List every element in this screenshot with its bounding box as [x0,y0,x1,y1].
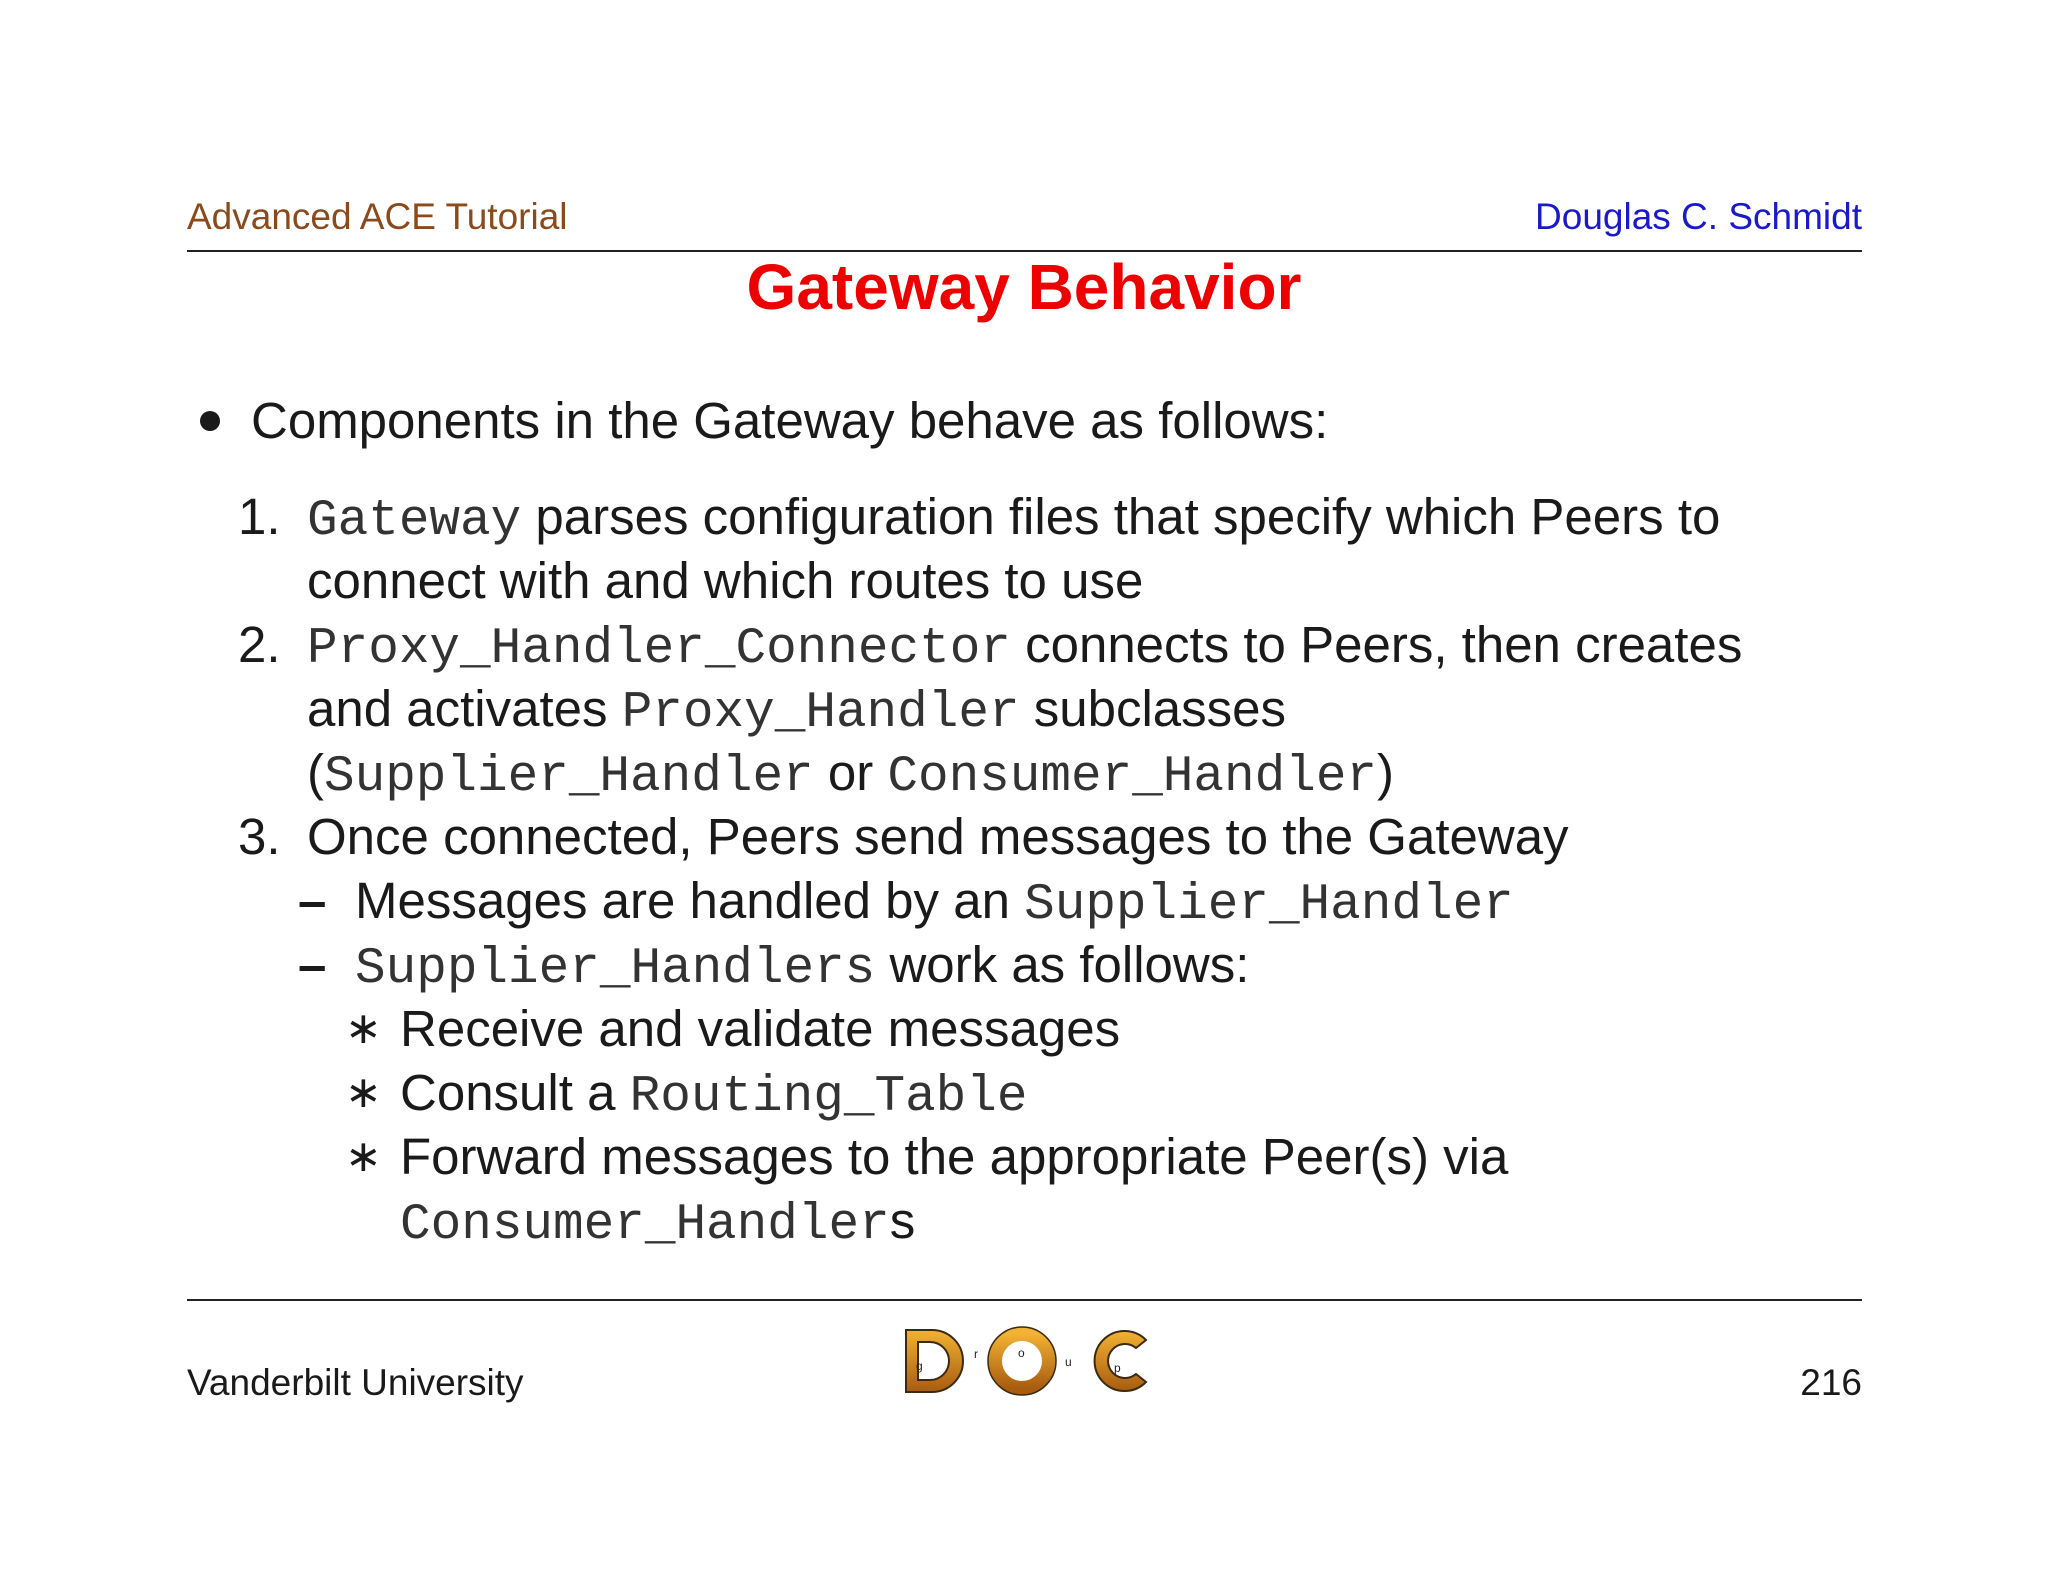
logo-letter-o: o [1018,1346,1025,1360]
footer-divider [187,1299,1862,1301]
sub-sub-item-1: Receive and validate messages [400,1000,1121,1057]
sub-sub-item-3-continuation [400,1189,915,1258]
header-course-title: Advanced ACE Tutorial [187,196,568,237]
list-item-2 [307,613,1742,682]
list-item-2-line-b [307,677,1286,746]
list-item-2-b-text2: subclasses [1019,680,1287,737]
code-consumer-handler-2: Consumer_Handler [400,1197,890,1254]
asterisk-icon: ∗ [345,1068,382,1117]
sub-item-2-text: work as follows: [875,936,1250,993]
sub-sub-item-3: Forward messages to the appropriate Peer(s) via [400,1128,1509,1185]
footer-institution: Vanderbilt University [187,1362,524,1403]
slide-title: Gateway Behavior [746,251,1302,323]
sub-sub-item-2-text: Consult a [400,1064,630,1121]
sub-sub-item-2 [400,1061,1028,1130]
code-gateway: Gateway [307,493,522,550]
asterisk-icon: ∗ [345,1132,382,1181]
asterisk-icon: ∗ [345,1004,382,1053]
code-routing-table: Routing_Table [629,1069,1028,1126]
code-supplier-handlers: Supplier_Handlers [355,941,876,998]
code-proxy-handler: Proxy_Handler [621,685,1020,742]
list-item-2-b-text: and activates [307,680,622,737]
list-item-1-text: parses configuration files that specify which Peers to [521,488,1721,545]
sub-item-1-text: Messages are handled by an [355,872,1025,929]
item-number-1: 1. [238,488,281,545]
list-item-2-line-c [307,741,1394,810]
plural-suffix: s [889,1192,916,1249]
intro-bullet-text: Components in the Gateway behave as follows: [251,392,1329,449]
item-number-2: 2. [238,616,281,673]
bullet-dot-icon [200,411,220,431]
list-item-2-text: connects to Peers, then creates [1010,616,1743,673]
sub-item-2 [355,933,1249,1002]
doc-group-logo [902,1324,1152,1398]
page-number: 216 [1800,1362,1862,1403]
paren-close: ) [1377,744,1395,801]
list-item-1-continuation: connect with and which routes to use [307,552,1144,609]
code-consumer-handler: Consumer_Handler [887,749,1378,806]
or-text: or [813,744,888,801]
dash-icon: – [298,936,327,993]
code-supplier-handler: Supplier_Handler [323,749,814,806]
code-supplier-handler-2: Supplier_Handler [1024,877,1514,934]
logo-letter-u: u [1065,1355,1072,1369]
sub-item-1 [355,869,1514,938]
paren-open: ( [307,744,324,801]
logo-letter-p: p [1114,1361,1121,1375]
code-proxy-handler-connector: Proxy_Handler_Connector [307,621,1011,678]
header-author: Douglas C. Schmidt [1535,196,1862,237]
list-item-1 [307,485,1720,554]
dash-icon: – [298,872,327,929]
list-item-3: Once connected, Peers send messages to the Gateway [307,808,1569,865]
logo-letter-g: g [916,1359,923,1373]
logo-letter-r: r [974,1347,978,1361]
item-number-3: 3. [238,808,281,865]
